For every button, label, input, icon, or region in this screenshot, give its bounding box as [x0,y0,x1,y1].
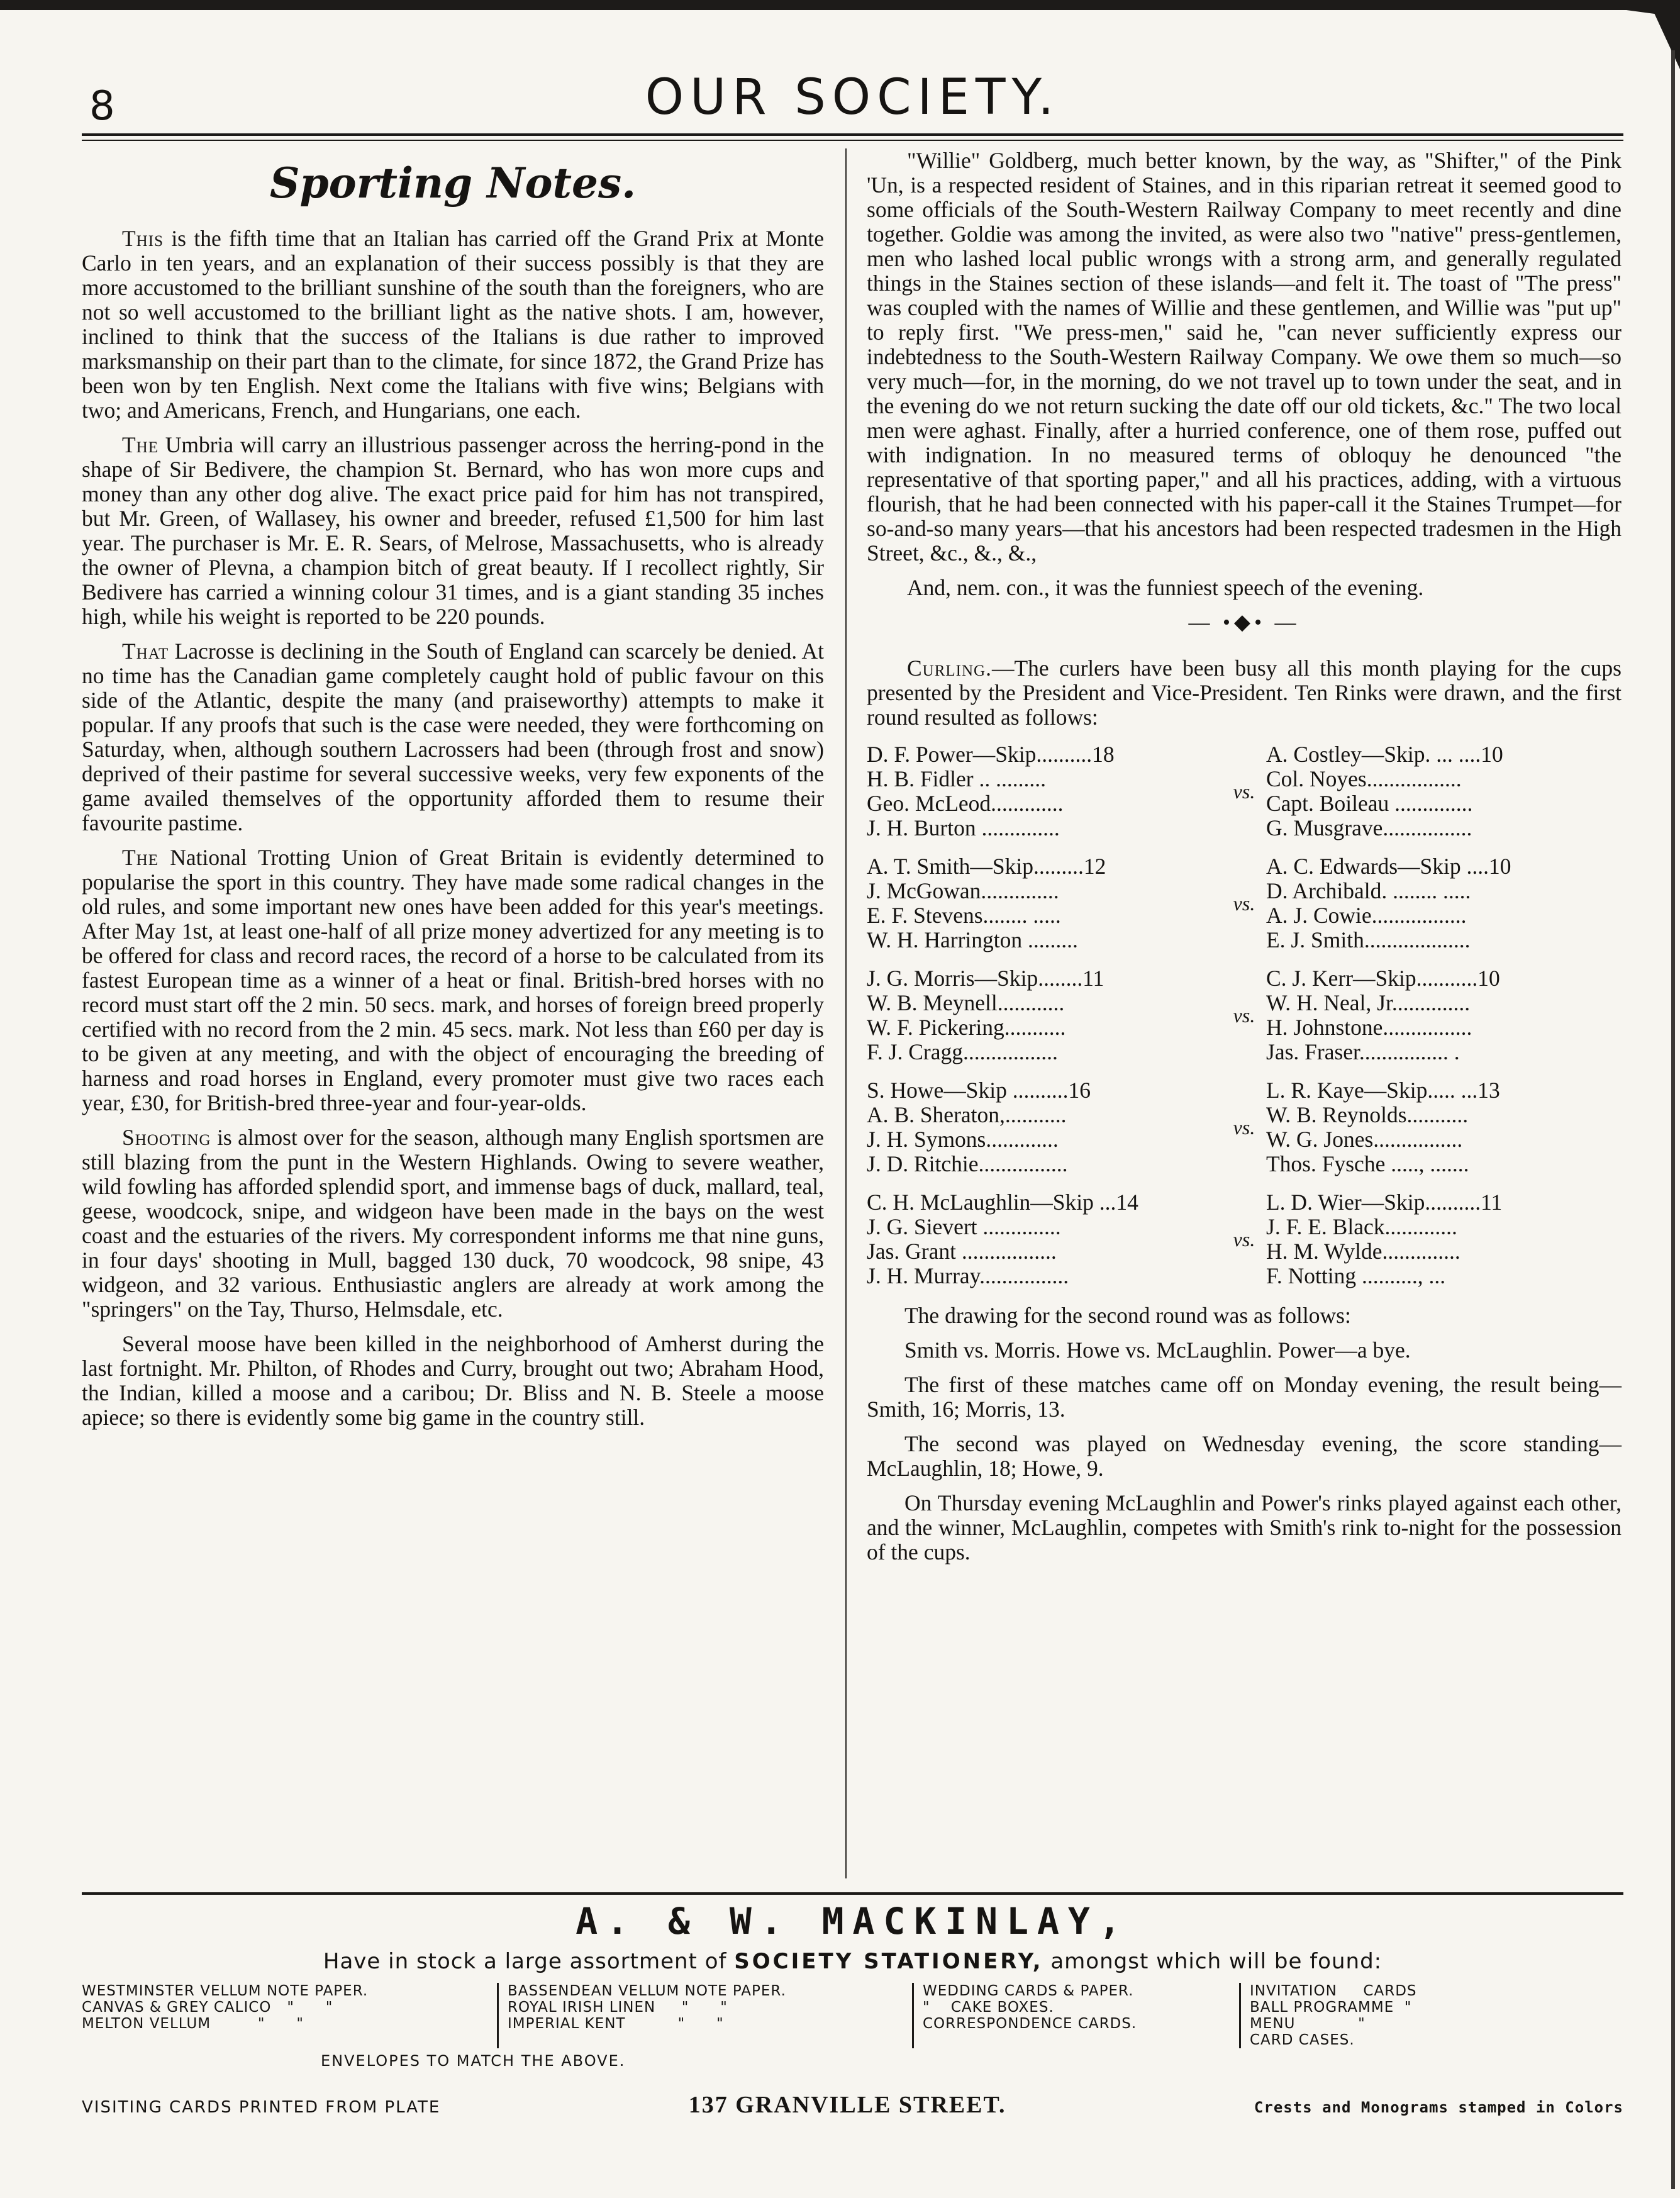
advert-footer [82,2091,1623,2119]
section-title: Sporting Notes. [269,159,637,208]
curling-match [867,1078,1622,1176]
rink-player: Jas. Grant ................. [867,1239,1057,1264]
advert-product-item: CANVAS & GREY CALICO " " [82,1999,333,2016]
rink-player: C. J. Kerr—Skip...........10 [1266,966,1500,991]
left-paragraph [82,1332,824,1430]
rink-right [1266,854,1622,952]
rink-player: J. H. Burton .............. [867,816,1060,840]
paragraph-text: National Trotting Union of Great Britain is evidently determined to popularise the sport in this country. They have made some radical changes in the old rules, and some important new ones have been added for this year's meetings. After May 1st, at least one-half of all prize money advertized for any meeting is to be offered for class and record races, the record of a horse to be calculated from its fastest European time as a winner of a heat or final. British-bred horses with no record must start off the 2 min. 50 secs. mark, and horses of foreign breed properly certified with no record from the 2 min. 45 secs. mark. Not less than £60 per day is to be given at any meeting, and with the object of encouraging the breeding of harness and road horses in England, every promoter must give two races each year, £30, for British-bred three-year and four-year-olds. [82,845,824,1115]
rink-player: J. McGowan.............. [867,879,1059,903]
rink-player: H. M. Wylde.............. [1266,1239,1460,1264]
rink-player: D. Archibald. ........ ..... [1266,879,1471,903]
advert-product-item: MELTON VELLUM " " [82,2016,304,2032]
rink-player: W. H. Harrington ......... [867,928,1078,952]
result-paragraph: On Thursday evening McLaughlin and Power's rinks played against each other, and the winner, McLaughlin, competes with Smith's rink to-night for the possession of the cups. [867,1490,1622,1565]
advert-product-item: INVITATION CARDS [1250,1983,1417,1999]
rink-left [867,966,1222,1064]
advert-product-item: IMPERIAL KENT " " [508,2016,724,2032]
advert-address: 137 GRANVILLE STREET. [688,2092,1006,2118]
column-divider [845,148,847,1878]
rink-player: Jas. Fraser................ . [1266,1040,1460,1064]
paragraph-text: Umbria will carry an illustrious passenger across the herring-pond in the shape of Sir Bedivere, the champion St. Bernard, who has won more cups and money than any other dog alive. The exact price paid for him has not transpired, but Mr. Green, of Wallasey, his owner and breeder, refused £1,500 for him last year. The purchaser is Mr. E. R. Sears, of Melrose, Massachusetts, who is already the owner of Plevna, a champion bitch of great beauty. If I recollect rightly, Sir Bedivere has carried a winning colour 31 times, and is a giant standing 35 inches high, while his weight is reported to be 220 pounds. [82,432,824,629]
rink-player: Thos. Fysche ....., ....... [1266,1152,1469,1176]
page-number: 8 [89,83,115,130]
rink-player: W. G. Jones................ [1266,1127,1463,1152]
scan-edge-right [1671,50,1675,2189]
advert-product-group [82,1983,484,2048]
result-paragraph: The first of these matches came off on Monday evening, the result being—Smith, 16; Morris, 13. [867,1372,1622,1422]
rink-player: W. B. Reynolds........... [1266,1103,1469,1127]
rink-player: Capt. Boileau .............. [1266,791,1473,816]
rink-player: S. Howe—Skip ..........16 [867,1078,1091,1103]
result-paragraph: The second was played on Wednesday evening, the score standing—McLaughlin, 18; Howe, 9. [867,1431,1622,1481]
advert-subtitle-after: amongst which will be found: [1043,1949,1382,1974]
advert-envelopes: ENVELOPES TO MATCH THE ABOVE. [321,2052,626,2070]
advert-product-item: WEDDING CARDS & PAPER. [923,1983,1134,1999]
right-paragraphs [867,148,1622,600]
advert-product-item: MENU " [1250,2016,1366,2032]
advert-product-list [82,1983,1623,2048]
rink-player: G. Musgrave................ [1266,816,1472,840]
rink-player: F. Notting .........., ... [1266,1264,1446,1288]
advert-subtitle-before: Have in stock a large assortment of [323,1949,735,1974]
rink-player: A. J. Cowie................. [1266,903,1467,928]
rink-right [1266,1190,1622,1288]
rink-left [867,742,1222,840]
rink-player: H. Johnstone................ [1266,1015,1472,1040]
rink-player: W. B. Meynell............ [867,991,1065,1015]
left-paragraph [82,1125,824,1322]
advert-visiting-cards: VISITING CARDS PRINTED FROM PLATE [82,2098,441,2117]
left-paragraph [82,226,824,423]
paragraph-lead: This [122,226,164,251]
left-paragraphs [82,226,824,1430]
curling-lead: Curling. [907,655,992,681]
right-paragraph [867,148,1622,566]
section-ornament: — •◆• — [1188,611,1300,634]
rink-player: L. D. Wier—Skip..........11 [1266,1190,1503,1215]
advert-product-group [497,1983,899,2048]
advert-product-item: BASSENDEAN VELLUM NOTE PAPER. [508,1983,786,1999]
curling-second-round [867,1303,1622,1565]
rink-player: Geo. McLeod............. [867,791,1064,816]
rink-player: J. F. E. Black............. [1266,1215,1457,1239]
advert-subtitle-strong: SOCIETY STATIONERY, [734,1949,1043,1974]
curling-results [867,742,1622,1288]
versus-label: vs. [1233,891,1255,915]
header-rule [82,133,1623,136]
rink-left [867,854,1222,952]
rink-player: L. R. Kaye—Skip..... ...13 [1266,1078,1500,1103]
advert-product-item: " CAKE BOXES. [923,1999,1054,2016]
rink-player: C. H. McLaughlin—Skip ...14 [867,1190,1138,1215]
left-paragraph [82,639,824,835]
rink-player: Col. Noyes................. [1266,767,1462,791]
rink-player: W. F. Pickering........... [867,1015,1066,1040]
left-column [82,148,824,1440]
rink-player: A. C. Edwards—Skip ....10 [1266,854,1511,879]
curling-paragraph [867,656,1622,730]
paragraph-lead: The [122,845,159,870]
paragraph-text: "Willie" Goldberg, much better known, by the way, as "Shifter," of the Pink 'Un, is a respected resident of Staines, and in this riparian retreat it seemed good to some officials of the South-Western Railway Company to meet recently and dine together. Goldie was among the invited, as were also two "native" press-gentlemen, men who lashed local public wrongs with a strong arm, and generally regulated things in the Staines section of these islands—and felt it. The toast of "The press" was coupled with the names of Willie and these gentlemen, and Willie was "put up" to reply first. "We press-men," said he, "can never sufficiently express our indebtedness to the South-Western Railway Company. We owe them so much—so very much—for, in the morning, do we not travel up to town under the seat, and in the evening do we not return sucking the date off our old tickets, &c." The two local men were aghast. Finally, after a hurried conference, one of them rose, puffed out with indignation. In no measured terms of obloquy he denounced "the representative of that sporting paper," and all his practices, adding, with a virtuous flourish, that he had been connected with his paper-call it the Staines Trumpet—for so-and-so many years—that his ancestors had been respected tradesmen in the High Street, &c., &., &., [867,148,1622,566]
rink-right [1266,1078,1622,1176]
rink-player: A. T. Smith—Skip.........12 [867,854,1106,879]
rink-player: D. F. Power—Skip..........18 [867,742,1115,767]
advert-crests: Crests and Monograms stamped in Colors [1254,2099,1623,2116]
rink-player: E. J. Smith................... [1266,928,1471,952]
rink-player: J. D. Ritchie................ [867,1152,1068,1176]
curling-match [867,966,1622,1064]
rink-player: A. Costley—Skip. ... ....10 [1266,742,1503,767]
rink-player: J. G. Sievert .............. [867,1215,1061,1239]
curling-match [867,854,1622,952]
curling-match [867,742,1622,840]
rink-right [1266,966,1622,1064]
advert-title: A. & W. MACKINLAY, [576,1900,1130,1943]
left-paragraph [82,433,824,629]
rink-left [867,1190,1222,1288]
advert-subtitle [82,1949,1623,1974]
versus-label: vs. [1233,779,1255,803]
paragraph-text: And, nem. con., it was the funniest speech of the evening. [907,575,1424,600]
result-paragraph: The drawing for the second round was as follows: [904,1303,1351,1328]
advert-product-item: CORRESPONDENCE CARDS. [923,2016,1137,2032]
rink-player: H. B. Fidler .. ......... [867,767,1046,791]
rink-player: A. B. Sheraton,........... [867,1103,1067,1127]
scan-edge-top [0,0,1680,10]
paragraph-lead: That [122,639,169,664]
page-header [82,69,1623,140]
advert-product-group [912,1983,1227,2048]
rink-player: J. H. Murray................ [867,1264,1069,1288]
rink-right [1266,742,1622,840]
paragraph-lead: The [122,432,159,457]
rink-player: F. J. Cragg................. [867,1040,1058,1064]
paragraph-text: Lacrosse is declining in the South of England can scarcely be denied. At no time has the Canadian game completely caught hold of public favour on this side of the Atlantic, despite the many (and praiseworthy) attempts to make it popular. If any proofs that such is the case were needed, they were forthcoming on Saturday, when, although southern Lacrossers had been (through frost and snow) deprived of their pastime for several successive weeks, very few exponents of the game availed themselves of the opportunity afforded them to resume their favourite pastime. [82,639,824,835]
curling-match [867,1190,1622,1288]
rink-player: J. H. Symons............. [867,1127,1059,1152]
rink-player: J. G. Morris—Skip........11 [867,966,1104,991]
rink-player: W. H. Neal, Jr.............. [1266,991,1471,1015]
advert-product-item: BALL PROGRAMME " [1250,1999,1412,2016]
paragraph-text: Several moose have been killed in the neighborhood of Amherst during the last fortnight. Mr. Philton, of Rhodes and Curry, brought out two; Abraham Hood, the Indian, killed a moose and a caribou; Dr. Bliss and N. B. Steele a moose apiece; so there is evidently some big game in the country still. [82,1331,824,1430]
versus-label: vs. [1233,1227,1255,1251]
left-paragraph [82,845,824,1115]
masthead: OUR SOCIETY. [645,69,1060,126]
advert-rule [82,1892,1623,1895]
paragraph-text: is almost over for the season, although many English sportsmen are still blazing from the punt in the Western Highlands. Owing to severe weather, wild fowling has afforded splendid sport, and immense bags of duck, mallard, teal, geese, woodcock, snipe, and widgeon have been made in the bays on the west coast and the estuaries of the rivers. My correspondent informs me that nine guns, in four days' shooting in Mull, bagged 130 duck, 70 woodcock, 98 snipe, 43 widgeon, and 32 various. Enthusiastic anglers are already at work among the "springers" on the Tay, Thurso, Helmsdale, etc. [82,1125,824,1322]
rink-player: E. F. Stevens........ ..... [867,903,1061,928]
header-rule-thin [82,140,1623,141]
rink-left [867,1078,1222,1176]
right-paragraph [867,576,1622,600]
versus-label: vs. [1233,1003,1255,1027]
advert-product-item: WESTMINSTER VELLUM NOTE PAPER. [82,1983,369,1999]
advert-product-item: CARD CASES. [1250,2032,1355,2048]
result-paragraph: Smith vs. Morris. Howe vs. McLaughlin. Power—a bye. [904,1337,1411,1363]
versus-label: vs. [1233,1115,1255,1139]
curling-text: —The curlers have been busy all this month playing for the cups presented by the President and Vice-President. Ten Rinks were drawn, and the first round resulted as follows: [867,655,1622,730]
advertisement [82,1900,1623,2151]
right-column [867,148,1622,1575]
advert-product-item: ROYAL IRISH LINEN " " [508,1999,728,2016]
paragraph-text: is the fifth time that an Italian has carried off the Grand Prix at Monte Carlo in ten years, and an explanation of their success possibly is that they are more accustomed to the brilliant sunshine of the south than the foreigners, who are not so well accustomed to the brilliant light as the native shots. I am, however, inclined to think that the success of the Italians is due rather to improved marksmanship on their part than to the climate, for since 1872, the Grand Prize has been won by ten English. Next come the Italians with five wins; Belgians with two; and Americans, French, and Hungarians, one each. [82,226,824,423]
paragraph-lead: Shooting [122,1125,211,1150]
advert-product-group [1239,1983,1503,2048]
